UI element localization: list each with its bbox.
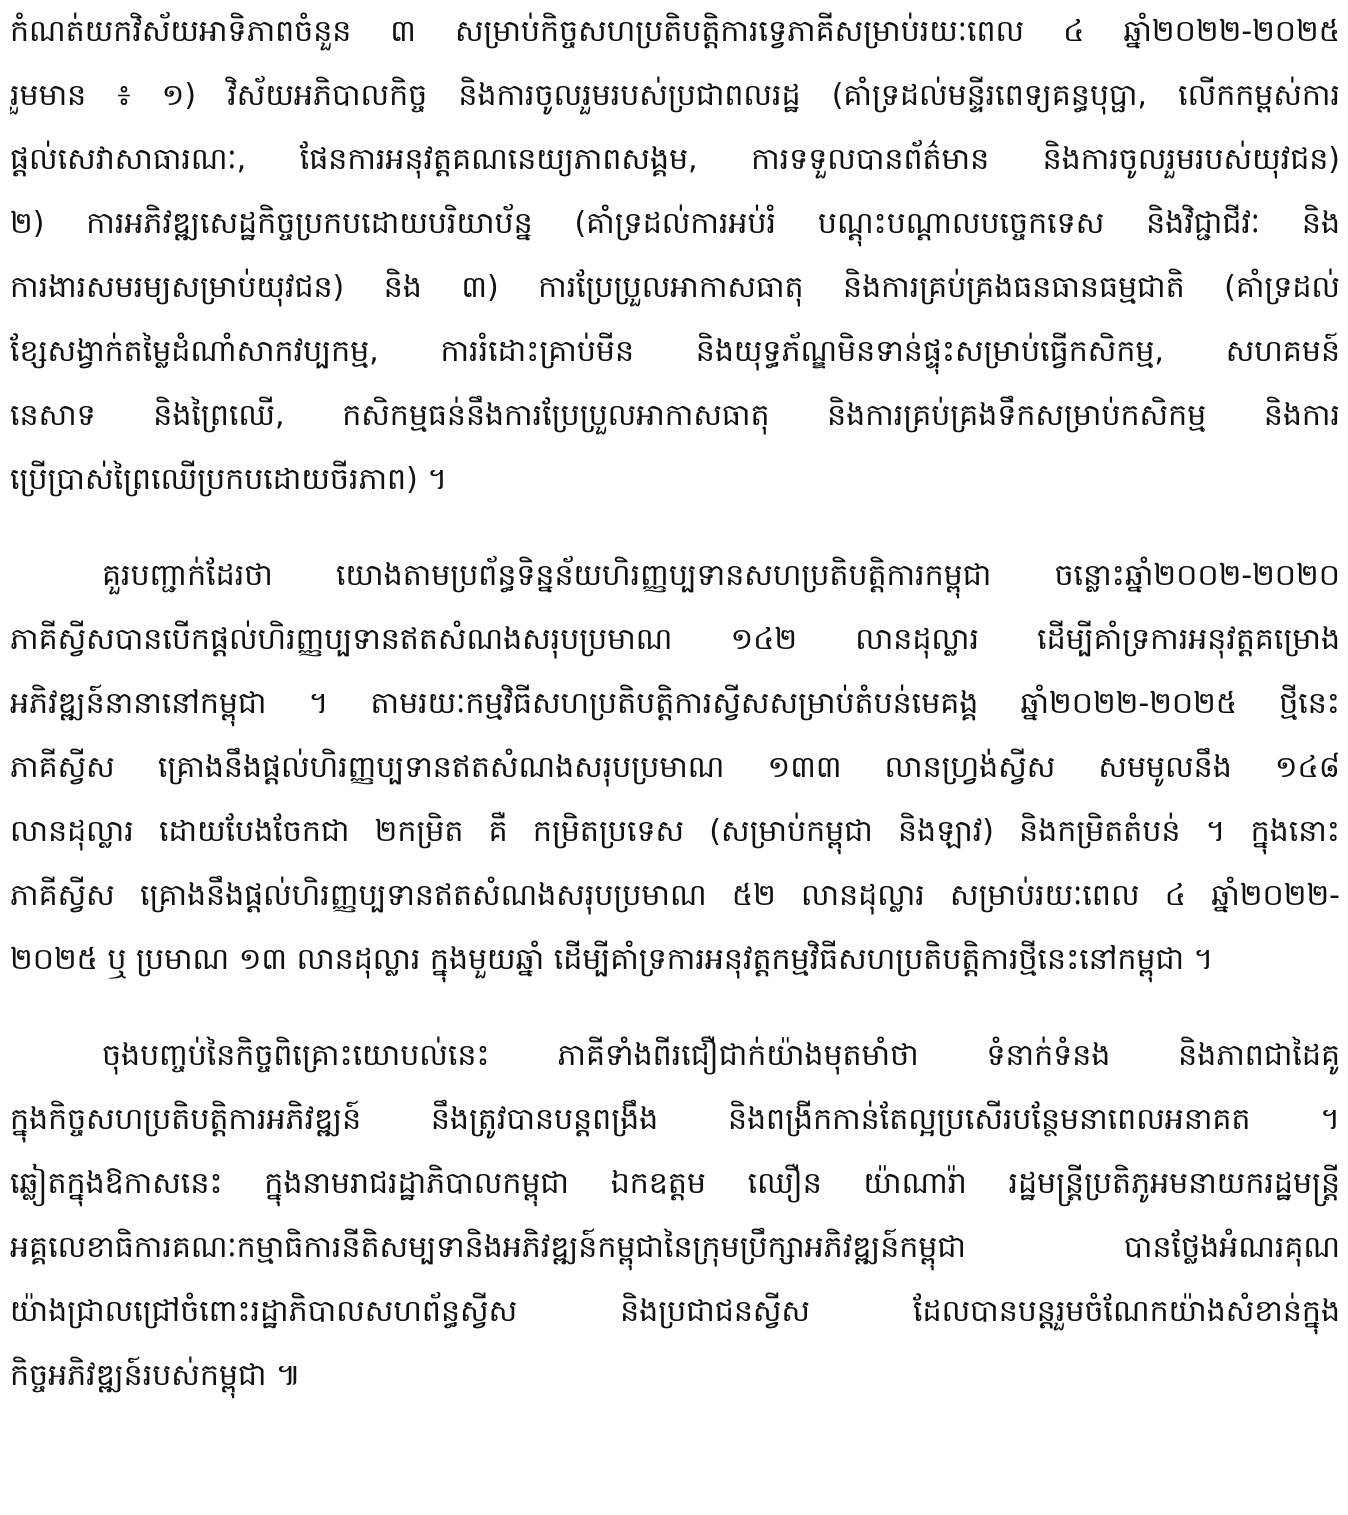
text-line: ២) ការអភិវឌ្ឍសេដ្ឋកិច្ចប្រកបដោយបរិយាប័ន្ន (គាំទ្រដល់ការអប់រំ បណ្តុះបណ្តាលបច្ចេកទេស និងវិជ្ជាជីវៈ និង xyxy=(10,206,1340,241)
text-line: ឆ្លៀតក្នុងឱកាសនេះ ក្នុងនាមរាជរដ្ឋាភិបាលកម្ពុជា ឯកឧត្តម ឈឿន យ៉ាណារ៉ា រដ្ឋមន្ត្រីប្រតិភូអមនាយករដ្ឋមន្ត្រី xyxy=(10,1166,1340,1201)
paragraph-swiss-funding xyxy=(10,544,1340,992)
paragraph-spacer xyxy=(10,992,1340,1024)
text-line: នេសាទ និងព្រៃឈើ, កសិកម្មធន់នឹងការប្រែប្រួលអាកាសធាតុ និងការគ្រប់គ្រងទឹកសម្រាប់កសិកម្ម និងការ xyxy=(10,398,1340,433)
text-line: អគ្គលេខាធិការគណៈកម្មាធិការនីតិសម្បទានិងអភិវឌ្ឍន៍កម្ពុជានៃក្រុមប្រឹក្សាអភិវឌ្ឍន៍កម្ពុជា បានថ្លែងអំណរគុណ xyxy=(10,1230,1340,1265)
text-line: អភិវឌ្ឍន៍នានានៅកម្ពុជា ។ តាមរយៈកម្មវិធីសហប្រតិបត្តិការស្វីសសម្រាប់តំបន់មេគង្គ ឆ្នាំ២០២២-២០២៥ ថ្មីនេះ xyxy=(10,686,1340,721)
text-line: ភាគីស្វីសបានបើកផ្តល់ហិរញ្ញប្បទានឥតសំណងសរុបប្រមាណ ១៤២ លានដុល្លារ ដើម្បីគាំទ្រការអនុវត្តគម្រោង xyxy=(10,622,1340,657)
text-line: កិច្ចអភិវឌ្ឍន៍របស់កម្ពុជា ៕ xyxy=(10,1358,301,1393)
text-line: ភាគីស្វីស គ្រោងនឹងផ្តល់ហិរញ្ញប្បទានឥតសំណងសរុបប្រមាណ ១៣៣ លានហ្វ្រង់ស្វីស សមមូលនឹង ១៤៨ xyxy=(10,750,1340,785)
text-line: រួមមាន ៖ ១) វិស័យអភិបាលកិច្ច និងការចូលរួមរបស់ប្រជាពលរដ្ឋ (គាំទ្រដល់មន្ទីរពេទ្យគន្ធបុប្ផា, លើកកម្ពស់ការ xyxy=(10,78,1340,113)
text-line: គួរបញ្ជាក់ដែរថា យោងតាមប្រព័ន្ធទិន្នន័យហិរញ្ញប្បទានសហប្រតិបត្តិការកម្ពុជា ចន្លោះឆ្នាំ២០០២-២០២០ xyxy=(102,558,1340,593)
text-line: ប្រើប្រាស់ព្រៃឈើប្រកបដោយចីរភាព) ។ xyxy=(10,462,448,497)
paragraph-priority-sectors xyxy=(10,0,1340,512)
paragraph-spacer xyxy=(10,512,1340,544)
text-line: ក្នុងកិច្ចសហប្រតិបត្តិការអភិវឌ្ឍន៍ នឹងត្រូវបានបន្តពង្រឹង និងពង្រីកកាន់តែល្អប្រសើរបន្ថែមនាពេលអនាគត ។ xyxy=(10,1102,1340,1137)
text-line: ២០២៥ ឬ ប្រមាណ ១៣ លានដុល្លារ ក្នុងមួយឆ្នាំ ដើម្បីគាំទ្រការអនុវត្តកម្មវិធីសហប្រតិបត្តិការថ្មីនេះនៅកម្ពុជា ។ xyxy=(10,942,1214,977)
text-line: ផ្តល់សេវាសាធារណៈ, ផែនការអនុវត្តគណនេយ្យភាពសង្គម, ការទទួលបានព័ត៌មាន និងការចូលរួមរបស់យុវជន) xyxy=(10,142,1340,177)
text-line: ចុងបញ្ចប់នៃកិច្ចពិគ្រោះយោបល់នេះ ភាគីទាំងពីរជឿជាក់យ៉ាងមុតមាំថា ទំនាក់ទំនង និងភាពជាដៃគូ xyxy=(102,1038,1340,1073)
text-line: ភាគីស្វីស គ្រោងនឹងផ្តល់ហិរញ្ញប្បទានឥតសំណងសរុបប្រមាណ ៥២ លានដុល្លារ សម្រាប់រយៈពេល ៤ ឆ្នាំ២០២២- xyxy=(10,878,1340,913)
paragraph-closing xyxy=(10,1024,1340,1408)
text-line: យ៉ាងជ្រាលជ្រៅចំពោះរដ្ឋាភិបាលសហព័ន្ធស្វីស និងប្រជាជនស្វីស ដែលបានបន្តរួមចំណែកយ៉ាងសំខាន់ក្នុង xyxy=(10,1294,1340,1329)
text-line: កំណត់យកវិស័យអាទិភាពចំនួន ៣ សម្រាប់កិច្ចសហប្រតិបត្តិការទ្វេភាគីសម្រាប់រយៈពេល ៤ ឆ្នាំ២០២២-២០២៥ xyxy=(10,14,1340,49)
text-line: ខ្សែសង្វាក់តម្លៃដំណាំសាកវប្បកម្ម, ការរំដោះគ្រាប់មីន និងយុទ្ធភ័ណ្ឌមិនទាន់ផ្ទុះសម្រាប់ធ្វើកសិកម្ម, សហគមន៍ xyxy=(10,334,1340,369)
text-line: លានដុល្លារ ដោយបែងចែកជា ២កម្រិត គឺ កម្រិតប្រទេស (សម្រាប់កម្ពុជា និងឡាវ) និងកម្រិតតំបន់ ។ ក្នុងនោះ xyxy=(10,814,1340,849)
text-line: ការងារសមរម្យសម្រាប់យុវជន) និង ៣) ការប្រែប្រួលអាកាសធាតុ និងការគ្រប់គ្រងធនធានធម្មជាតិ (គាំទ្រដល់ xyxy=(10,270,1340,305)
